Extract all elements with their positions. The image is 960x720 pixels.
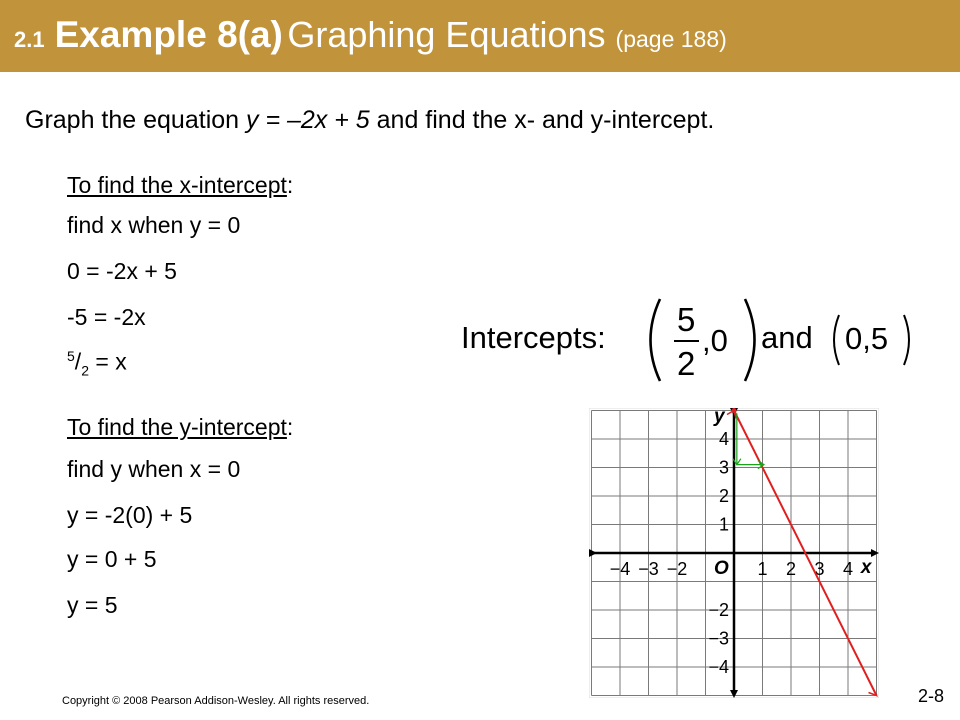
y-tick-label: 2 [718, 486, 729, 506]
y-intercept-step-3: y = 5 [67, 592, 118, 618]
y-tick-label: −2 [708, 600, 729, 620]
y-axis-label: y [714, 408, 725, 427]
y-intercept-step-1: y = -2(0) + 5 [67, 502, 193, 528]
x-tick-label: 1 [757, 559, 768, 579]
x-tick-label: 4 [842, 559, 854, 579]
first-intercept-rest: ,0 [702, 323, 728, 358]
y-intercept-condition: find y when x = 0 [67, 456, 241, 482]
problem-statement [25, 106, 714, 135]
prompt-text-before: Graph the equation [25, 106, 246, 134]
left-paren-icon [834, 315, 839, 365]
second-intercept: 0,5 [845, 321, 889, 356]
prompt-equation: y = –2x + 5 [246, 106, 370, 134]
example-label: Example 8(a) [54, 14, 283, 55]
fraction-denominator: 2 [677, 345, 696, 382]
y-tick-label: 4 [718, 429, 729, 449]
right-paren-icon [904, 315, 909, 365]
right-paren-icon [745, 299, 755, 381]
fraction-slash: / [74, 348, 82, 375]
title-bar [0, 0, 960, 72]
intercepts-label: Intercepts: [461, 320, 606, 355]
y-tick-label: −4 [708, 657, 729, 677]
fraction-denominator: 2 [81, 362, 89, 379]
x-intercept-step-3 [67, 348, 127, 378]
x-intercept-colon: : [286, 172, 294, 198]
y-intercept-colon: : [286, 414, 294, 440]
y-tick-label: −3 [708, 628, 729, 649]
x-intercept-heading [67, 172, 293, 199]
x-intercept-heading-text: To find the x-intercept [67, 172, 287, 198]
y-intercept-heading-text: To find the y-intercept [67, 414, 287, 440]
y-intercept-heading [67, 414, 293, 441]
fraction-numerator: 5 [677, 301, 696, 338]
y-intercept-step-2: y = 0 + 5 [67, 546, 157, 572]
fraction-rest: = x [88, 348, 127, 375]
left-paren-icon [651, 299, 661, 381]
slide-number: 2-8 [918, 686, 945, 706]
x-tick-label: 3 [814, 559, 825, 579]
origin-label: O [714, 558, 729, 579]
topic-label: Graphing Equations [287, 14, 606, 55]
x-intercept-step-1: 0 = -2x + 5 [67, 258, 177, 284]
prompt-text-after: and find the x- and y-intercept. [369, 106, 715, 134]
slide-title [14, 14, 727, 56]
x-intercept-condition: find x when y = 0 [67, 212, 241, 238]
x-axis-label: x [860, 557, 872, 578]
fraction-numerator: 5 [67, 348, 75, 364]
y-tick-label: 1 [718, 514, 729, 535]
y-tick-label: 3 [718, 457, 729, 478]
y-intercept-point [732, 408, 737, 413]
x-tick-label: −3 [638, 559, 659, 579]
copyright-notice: Copyright © 2008 Pearson Addison-Wesley. All rights reserved. [62, 695, 370, 707]
section-number: 2.1 [14, 27, 45, 52]
coordinate-graph [589, 408, 879, 698]
page-reference: (page 188) [615, 26, 727, 52]
intercepts-result [455, 295, 935, 385]
x-tick-label: −2 [666, 559, 688, 579]
x-tick-label: 2 [785, 559, 797, 579]
x-intercept-step-2: -5 = -2x [67, 304, 146, 330]
x-tick-label: −4 [609, 559, 631, 579]
and-connector: and [761, 320, 813, 355]
